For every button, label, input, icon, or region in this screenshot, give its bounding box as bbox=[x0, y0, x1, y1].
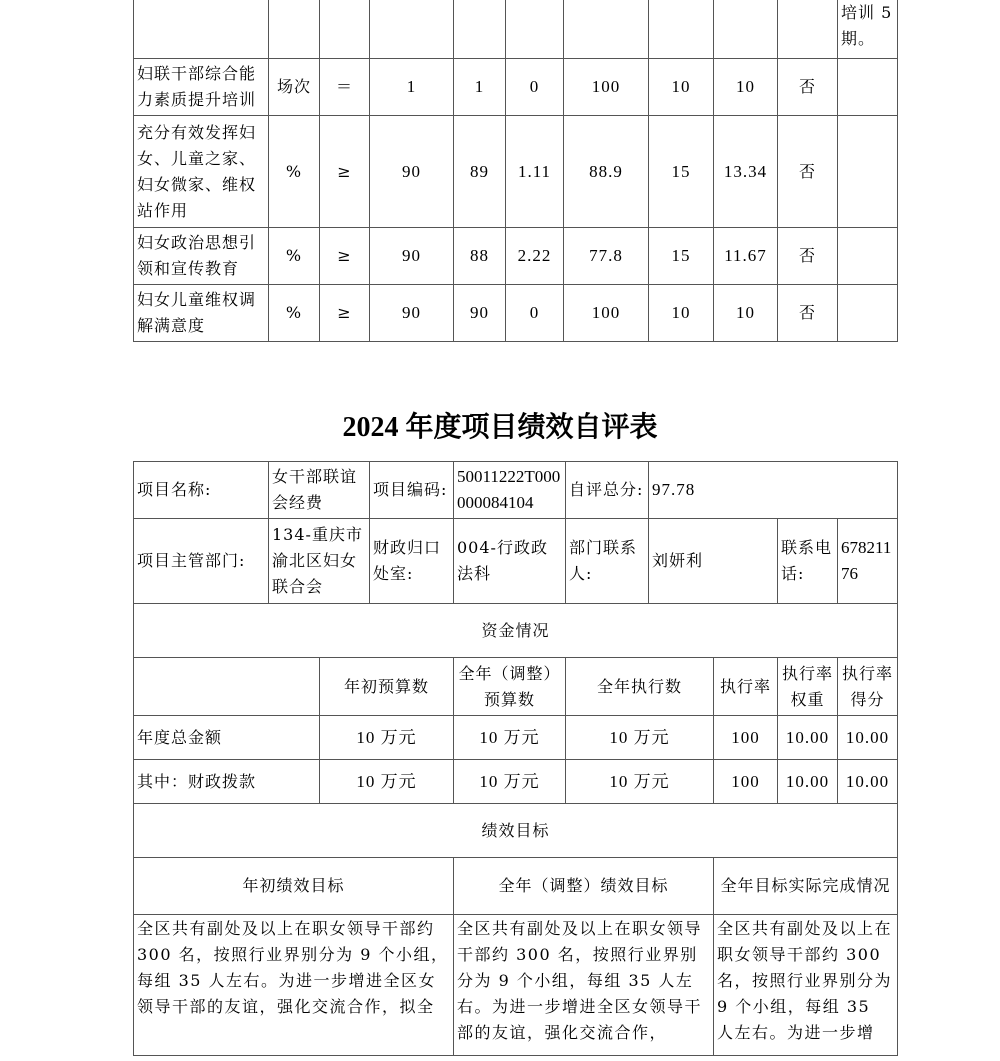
indicator-cell-rate: 77.8 bbox=[563, 227, 649, 285]
funding-cell-label: 年度总金额 bbox=[133, 715, 320, 760]
indicator-cell-flag: 否 bbox=[777, 58, 838, 116]
indicator-cell-name bbox=[133, 0, 269, 59]
indicator-cell-score bbox=[713, 0, 778, 59]
indicator-cell-weight: 10 bbox=[648, 284, 714, 342]
indicator-cell-rate: 100 bbox=[563, 58, 649, 116]
funding-header-cell: 执行率得分 bbox=[837, 657, 898, 716]
finance-office-label: 财政归口处室: bbox=[369, 518, 454, 604]
indicator-cell-unit: 场次 bbox=[268, 58, 320, 116]
project-code-label: 项目编码: bbox=[369, 461, 454, 519]
dept-label: 项目主管部门: bbox=[133, 518, 269, 604]
indicator-cell-note bbox=[837, 58, 898, 116]
indicator-cell-rate: 88.9 bbox=[563, 115, 649, 228]
total-score-value: 97.78 bbox=[648, 461, 898, 519]
indicator-cell-target: 1 bbox=[369, 58, 454, 116]
indicator-cell-deviation: 0 bbox=[505, 58, 564, 116]
funding-header-cell: 执行率权重 bbox=[777, 657, 838, 716]
project-code-value: 50011222T000000084104 bbox=[453, 461, 566, 519]
funding-header-cell bbox=[133, 657, 320, 716]
indicator-cell-flag bbox=[777, 0, 838, 59]
finance-office-value: 004-行政政法科 bbox=[453, 518, 566, 604]
indicator-cell-score: 10 bbox=[713, 58, 778, 116]
indicator-cell-score: 11.67 bbox=[713, 227, 778, 285]
funding-header-cell: 年初预算数 bbox=[319, 657, 454, 716]
funding-cell-score: 10.00 bbox=[837, 715, 898, 760]
targets-section-title: 绩效目标 bbox=[133, 803, 898, 858]
indicator-cell-note: 培训 5 期。 bbox=[837, 0, 898, 59]
funding-cell-adjusted: 10 万元 bbox=[453, 759, 566, 804]
indicator-cell-name: 妇联干部综合能力素质提升培训 bbox=[133, 58, 269, 116]
indicator-cell-unit bbox=[268, 0, 320, 59]
indicator-cell-deviation: 1.11 bbox=[505, 115, 564, 228]
indicator-cell-rate bbox=[563, 0, 649, 59]
indicator-cell-rate: 100 bbox=[563, 284, 649, 342]
indicator-cell-deviation: 0 bbox=[505, 284, 564, 342]
indicator-cell-name: 妇女儿童维权调解满意度 bbox=[133, 284, 269, 342]
total-score-label: 自评总分: bbox=[565, 461, 649, 519]
funding-cell-adjusted: 10 万元 bbox=[453, 715, 566, 760]
indicator-cell-unit: % bbox=[268, 115, 320, 228]
indicator-cell-name: 妇女政治思想引领和宣传教育 bbox=[133, 227, 269, 285]
indicator-cell-actual: 90 bbox=[453, 284, 506, 342]
indicator-cell-weight: 15 bbox=[648, 115, 714, 228]
indicator-cell-deviation bbox=[505, 0, 564, 59]
indicator-cell-target: 90 bbox=[369, 284, 454, 342]
project-name-value: 女干部联谊会经费 bbox=[268, 461, 370, 519]
funding-cell-executed: 10 万元 bbox=[565, 715, 714, 760]
targets-actual-text: 全区共有副处及以上在职女领导干部约 300 名，按照行业界别分为 9 个小组，每组 35 人左右。为进一步增 bbox=[713, 914, 898, 1056]
indicator-cell-actual bbox=[453, 0, 506, 59]
indicator-cell-weight bbox=[648, 0, 714, 59]
targets-adjusted-text: 全区共有副处及以上在职女领导干部约 300 名，按照行业界别分为 9 个小组，每组 35 人左右。为进一步增进全区女领导干部的友谊，强化交流合作， bbox=[453, 914, 714, 1056]
indicator-cell-op bbox=[319, 0, 370, 59]
indicator-cell-note bbox=[837, 284, 898, 342]
funding-header-cell: 全年（调整）预算数 bbox=[453, 657, 566, 716]
funding-cell-initial: 10 万元 bbox=[319, 715, 454, 760]
indicator-cell-op: ＝ bbox=[319, 58, 370, 116]
targets-header-initial: 年初绩效目标 bbox=[133, 857, 454, 915]
indicator-cell-unit: % bbox=[268, 227, 320, 285]
indicator-cell-target bbox=[369, 0, 454, 59]
phone-label: 联系电话: bbox=[777, 518, 838, 604]
targets-initial-text: 全区共有副处及以上在职女领导干部约 300 名，按照行业界别分为 9 个小组，每组 35 人左右。为进一步增进全区女领导干部的友谊，强化交流合作，拟全 bbox=[133, 914, 454, 1056]
indicator-cell-name: 充分有效发挥妇女、儿童之家、妇女微家、维权站作用 bbox=[133, 115, 269, 228]
indicator-cell-flag: 否 bbox=[777, 227, 838, 285]
indicator-cell-op: ≥ bbox=[319, 284, 370, 342]
funding-cell-score: 10.00 bbox=[837, 759, 898, 804]
funding-cell-weight: 10.00 bbox=[777, 759, 838, 804]
funding-cell-rate: 100 bbox=[713, 715, 778, 760]
indicator-cell-flag: 否 bbox=[777, 115, 838, 228]
contact-value: 刘妍利 bbox=[648, 518, 778, 604]
indicator-cell-target: 90 bbox=[369, 227, 454, 285]
dept-value: 134-重庆市渝北区妇女联合会 bbox=[268, 518, 370, 604]
page-title: 2024 年度项目绩效自评表 bbox=[342, 412, 658, 443]
targets-header-actual: 全年目标实际完成情况 bbox=[713, 857, 898, 915]
indicator-cell-op: ≥ bbox=[319, 227, 370, 285]
project-name-label: 项目名称: bbox=[133, 461, 269, 519]
funding-cell-rate: 100 bbox=[713, 759, 778, 804]
indicator-cell-actual: 88 bbox=[453, 227, 506, 285]
contact-label: 部门联系人: bbox=[565, 518, 649, 604]
targets-header-adjusted: 全年（调整）绩效目标 bbox=[453, 857, 714, 915]
indicator-cell-score: 13.34 bbox=[713, 115, 778, 228]
indicator-cell-weight: 15 bbox=[648, 227, 714, 285]
indicator-cell-actual: 89 bbox=[453, 115, 506, 228]
indicator-cell-actual: 1 bbox=[453, 58, 506, 116]
indicator-cell-score: 10 bbox=[713, 284, 778, 342]
indicator-cell-deviation: 2.22 bbox=[505, 227, 564, 285]
funding-cell-executed: 10 万元 bbox=[565, 759, 714, 804]
phone-value: 67821176 bbox=[837, 518, 898, 604]
funding-cell-label: 其中：财政拨款 bbox=[133, 759, 320, 804]
funding-header-cell: 全年执行数 bbox=[565, 657, 714, 716]
indicator-cell-op: ≥ bbox=[319, 115, 370, 228]
funding-cell-weight: 10.00 bbox=[777, 715, 838, 760]
indicator-cell-flag: 否 bbox=[777, 284, 838, 342]
indicator-cell-note bbox=[837, 227, 898, 285]
indicator-cell-note bbox=[837, 115, 898, 228]
indicator-cell-unit: % bbox=[268, 284, 320, 342]
funding-section-title: 资金情况 bbox=[133, 603, 898, 658]
funding-cell-initial: 10 万元 bbox=[319, 759, 454, 804]
indicator-cell-weight: 10 bbox=[648, 58, 714, 116]
funding-header-cell: 执行率 bbox=[713, 657, 778, 716]
indicator-cell-target: 90 bbox=[369, 115, 454, 228]
